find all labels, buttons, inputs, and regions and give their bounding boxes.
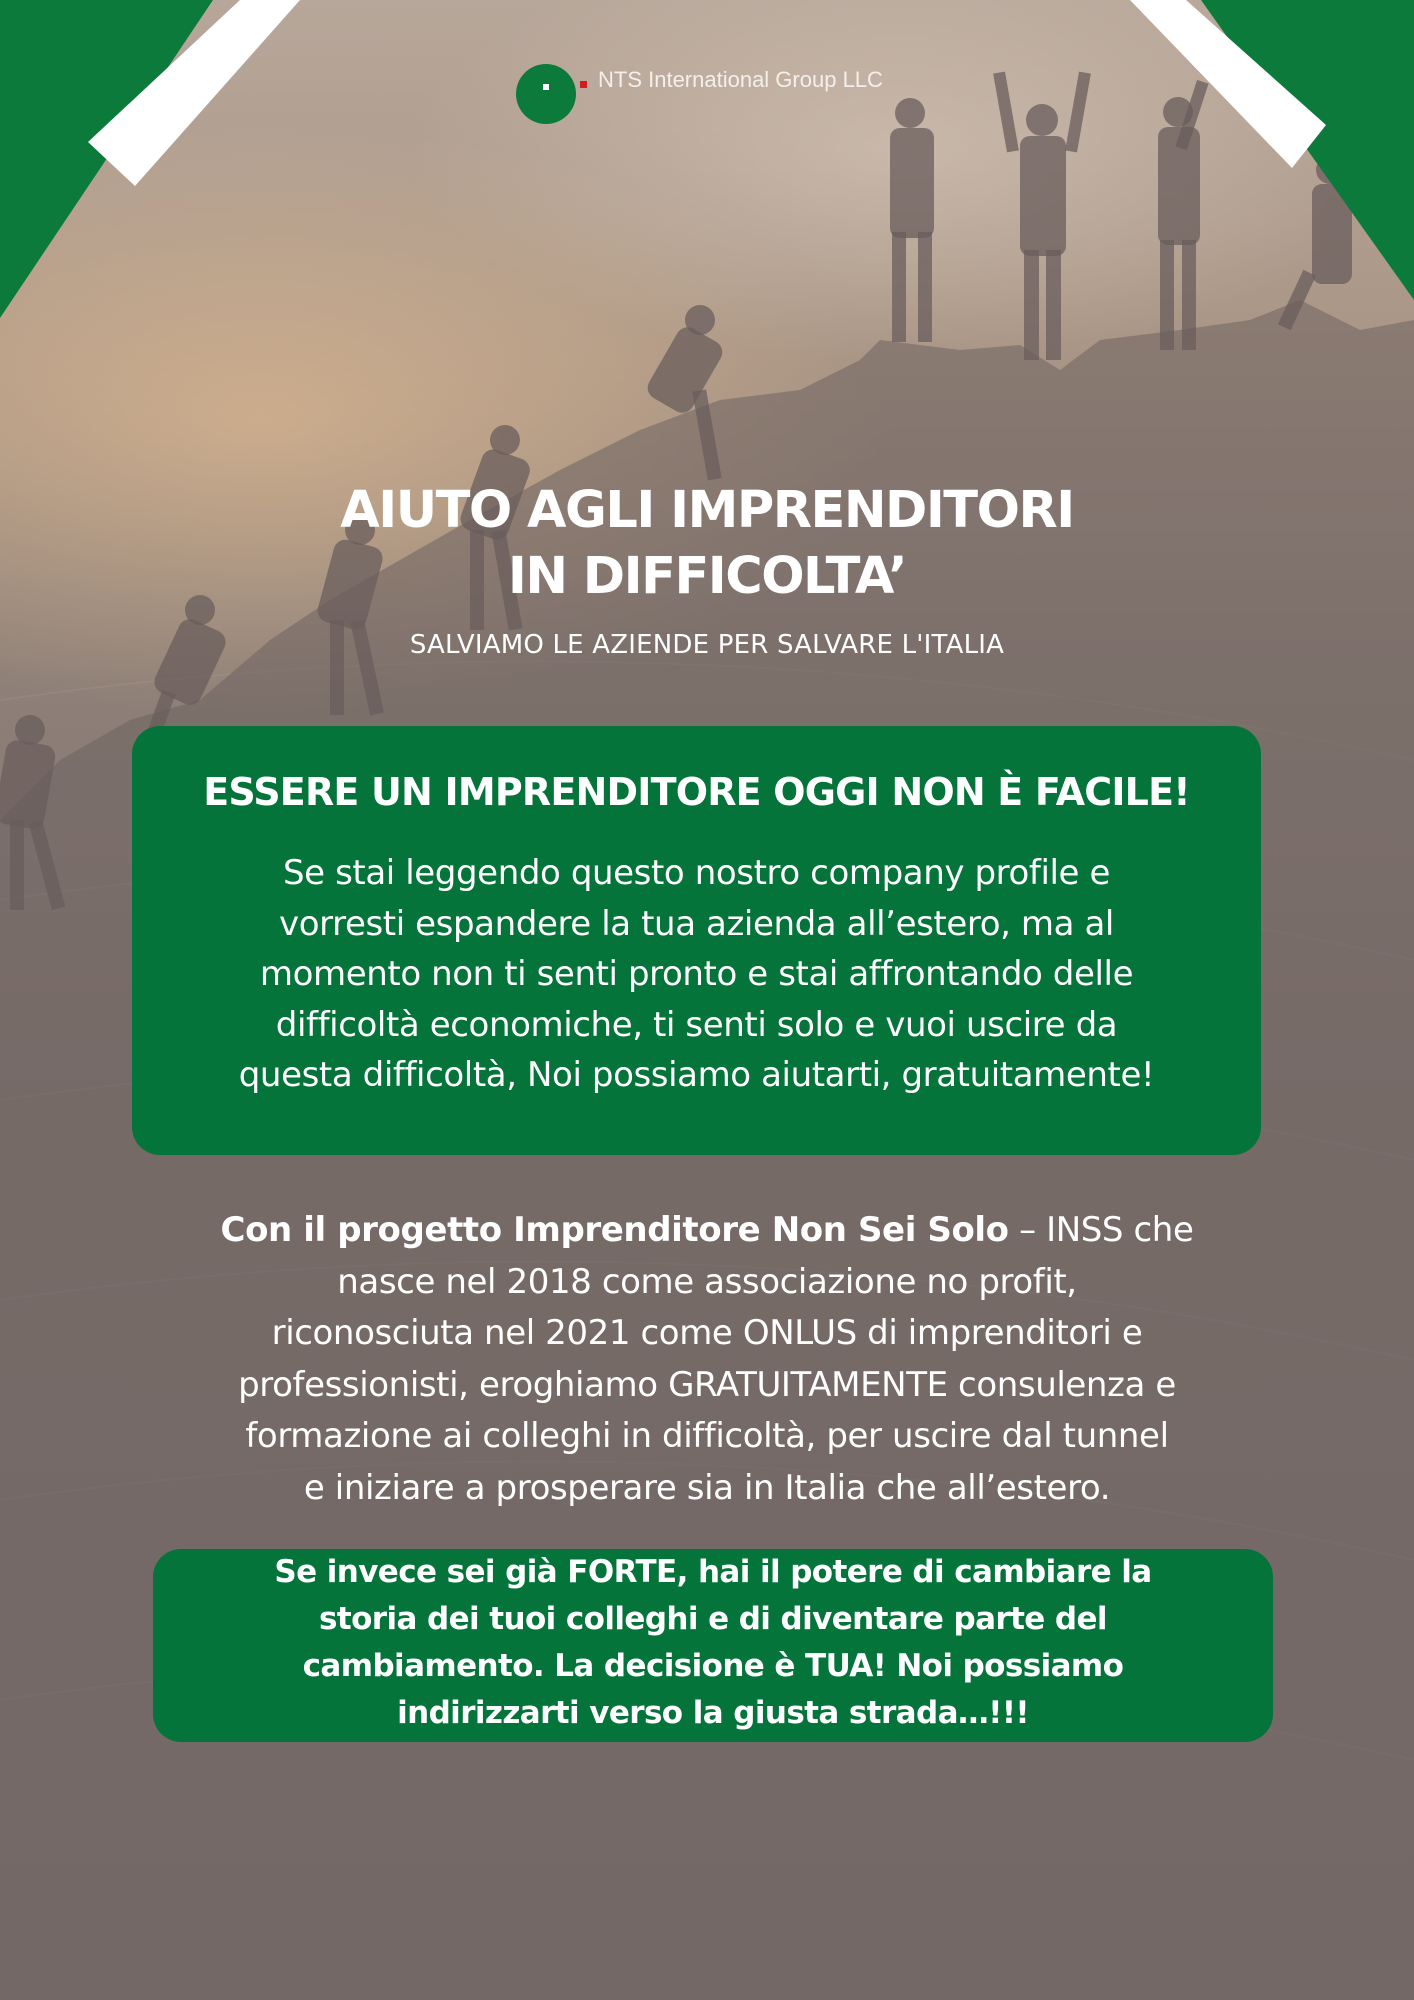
hero-title (207, 478, 1207, 610)
intro-line: momento non ti senti pronto e stai affrontando delle (259, 954, 1134, 994)
brand-logo-icon (516, 64, 576, 124)
cta-line: storia dei tuoi colleghi e di diventare parte del (319, 1601, 1107, 1637)
intro-line: Se stai leggendo questo nostro company profile e (283, 853, 1110, 893)
intro-callout-box (132, 726, 1261, 1155)
intro-callout-title: ESSERE UN IMPRENDITORE OGGI NON È FACILE! (203, 770, 1190, 814)
project-line: riconosciuta nel 2021 come ONLUS di imprenditori e (271, 1313, 1143, 1353)
project-line: e iniziare a prosperare sia in Italia che all’estero. (303, 1467, 1111, 1508)
brand-header (516, 62, 936, 126)
project-name: Con il progetto Imprenditore Non Sei Solo (220, 1210, 1009, 1250)
intro-line: questa difficoltà, Noi possiamo aiutarti, gratuitamente! (238, 1055, 1155, 1095)
cta-line: indirizzarti verso la giusta strada…!!! (397, 1695, 1029, 1731)
call-to-action-box (153, 1549, 1273, 1742)
intro-callout-body (162, 848, 1231, 1101)
intro-line: difficoltà economiche, ti senti solo e vuoi uscire da (275, 1004, 1118, 1045)
project-line: professionisti, eroghiamo GRATUITAMENTE consulenza e (238, 1364, 1176, 1405)
cta-line: cambiamento. La decisione è TUA! Noi possiamo (302, 1648, 1124, 1684)
call-to-action-text (183, 1549, 1243, 1737)
project-line: formazione ai colleghi in difficoltà, per uscire dal tunnel (245, 1416, 1169, 1456)
project-line: nasce nel 2018 come associazione no profit, (337, 1261, 1077, 1302)
cta-line: Se invece sei già FORTE, hai il potere di cambiare la (274, 1554, 1152, 1590)
intro-line: vorresti espandere la tua azienda all’estero, ma al (279, 903, 1114, 944)
hero-title-line-1: AIUTO AGLI IMPRENDITORI (340, 481, 1074, 540)
brand-accent-dot (580, 81, 587, 88)
hero-subtitle: SALVIAMO LE AZIENDE PER SALVARE L'ITALIA (409, 630, 1005, 660)
project-description-lead (162, 1205, 1252, 1257)
project-description (162, 1205, 1252, 1514)
project-lead-rest: – INSS che (1008, 1210, 1194, 1250)
hero-title-line-2: IN DIFFICOLTA’ (507, 547, 907, 606)
brand-name: NTS International Group LLC (598, 67, 883, 92)
